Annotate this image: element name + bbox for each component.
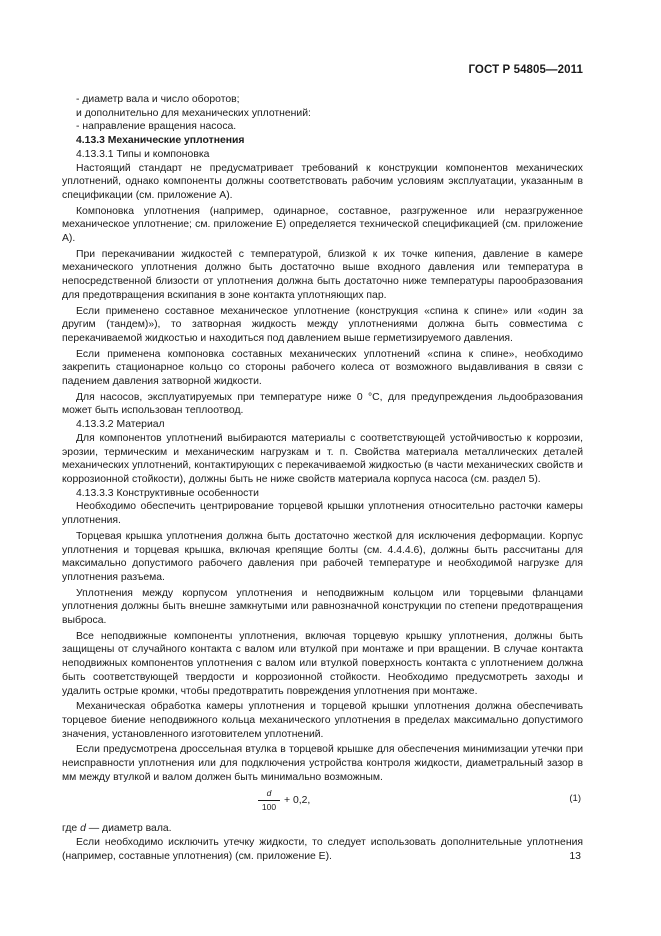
- fraction: [258, 788, 280, 813]
- where-prefix: где: [62, 823, 81, 835]
- list-item: - направление вращения насоса.: [76, 121, 237, 133]
- subsection-heading: 4.13.3.2 Материал: [76, 419, 165, 431]
- equation-number: (1): [569, 793, 581, 805]
- paragraph: Для насосов, эксплуатируемых при температуре ниже 0 °С, для предупреждения льдообразования может быть использован теплоотвод.: [62, 391, 583, 417]
- paragraph: Если предусмотрена дроссельная втулка в торцевой крышке для обеспечения минимизации утечки при неисправности уплотнения или для подключения устройства контроля жидкости, диаметральный зазор в мм между втулкой и валом должен быть минимально возможным.: [62, 744, 583, 783]
- subsection-heading: 4.13.3.3 Конструктивные особенности: [76, 487, 259, 499]
- page-number: 13: [569, 850, 581, 862]
- paragraph: При перекачивании жидкостей с температурой, близкой к их точке кипения, давление в камере механического уплотнения должно быть достаточно выше входного давления или температура в непосредственной близости от уплотнения должна быть достаточно ниже температуры парообразования для предотвращения вскипания в зоне контакта уплотняющих пар.: [62, 248, 583, 301]
- standard-header: ГОСТ Р 54805—2011: [468, 64, 583, 76]
- variable-definition: [62, 822, 583, 836]
- paragraph: Уплотнения между корпусом уплотнения и неподвижным кольцом или торцевыми фланцами уплотнения должны быть внешне замкнутыми или равнозначной конструкции по степени предотвращения выброса.: [62, 587, 583, 627]
- paragraph: и дополнительно для механических уплотнений:: [76, 107, 311, 119]
- formula-rest: + 0,2,: [284, 795, 311, 807]
- paragraph: Если применено составное механическое уплотнение (конструкция «спина к спине» или «один за другим (тандем)»), то затворная жидкость между уплотнениями должна быть совместима с перекачиваемой жидкостью и находиться под давлением выше герметизируемого давления.: [62, 305, 583, 344]
- paragraph: Все неподвижные компоненты уплотнения, включая торцевую крышку уплотнения, должны быть защищены от случайного контакта с валом или втулкой при монтаже и при вращении. В случае контакта неподвижных компонентов уплотнения с валом или втулкой поверхность контакта с уплотнением должна быть соответствующей твердости и коррозионной стойкости. Необходимо предусмотреть заходы и удалить острые кромки, чтобы предотвратить повреждения уплотнения при монтаже.: [62, 630, 583, 697]
- section-heading: 4.13.3 Механические уплотнения: [76, 135, 245, 147]
- fraction-numerator: d: [258, 788, 280, 801]
- paragraph: Компоновка уплотнения (например, одинарное, составное, разгруженное или неразгруженное механическое уплотнение; см. приложение Е) определяется технической спецификацией (см. приложение А).: [62, 205, 583, 245]
- paragraph: Торцевая крышка уплотнения должна быть достаточно жесткой для исключения деформации. Корпус уплотнения и торцевая крышка, включая крепящие болты (см. 4.4.4.6), должны быть рассчитаны для максимально допустимого рабочего давления при рабочей температуре и необходимой нагрузке для уплотнения разъема.: [62, 530, 583, 583]
- list-item: - диаметр вала и число оборотов;: [76, 94, 240, 105]
- subsection-heading: 4.13.3.1 Типы и компоновка: [76, 148, 210, 160]
- fraction-denominator: 100: [261, 802, 277, 813]
- paragraph: Если применена компоновка составных механических уплотнений «спина к спине», необходимо закрепить стационарное кольцо со стороны рабочего колеса от возможного выдавливания в связи с падением давления затворной жидкости.: [62, 348, 583, 388]
- paragraph: Для компонентов уплотнений выбираются материалы с соответствующей устойчивостью к коррозии, эрозии, термическим и механическим нагрузкам и т. п. Свойства материала металлических деталей механических уплотнений, контактирующих с перекачиваемой жидкостью (в части механических свойств и коррозионной стойкости), должны быть не ниже свойств материала корпуса насоса (см. раздел 5).: [62, 432, 583, 485]
- paragraph: Настоящий стандарт не предусматривает требований к конструкции компонентов механических уплотнений, однако компоненты должны соответствовать рабочим условиям эксплуатации, указанным в спецификации (см. приложение А).: [62, 162, 583, 201]
- paragraph: Механическая обработка камеры уплотнения и торцевой крышки уплотнения должна обеспечивать торцевое биение неподвижного кольца механического уплотнения в пределах максимально допустимого значения, установленного изготовителем уплотнений.: [62, 701, 583, 740]
- formula: [62, 788, 583, 822]
- paragraph: Если необходимо исключить утечку жидкости, то следует использовать дополнительные уплотнения (например, составные уплотнения) (см. приложение Е).: [62, 837, 583, 862]
- where-variable: d: [80, 823, 86, 835]
- document-body: [62, 93, 583, 864]
- where-rest: — диаметр вала.: [85, 823, 172, 835]
- paragraph: Необходимо обеспечить центрирование торцевой крышки уплотнения относительно расточки камеры уплотнения.: [62, 501, 583, 527]
